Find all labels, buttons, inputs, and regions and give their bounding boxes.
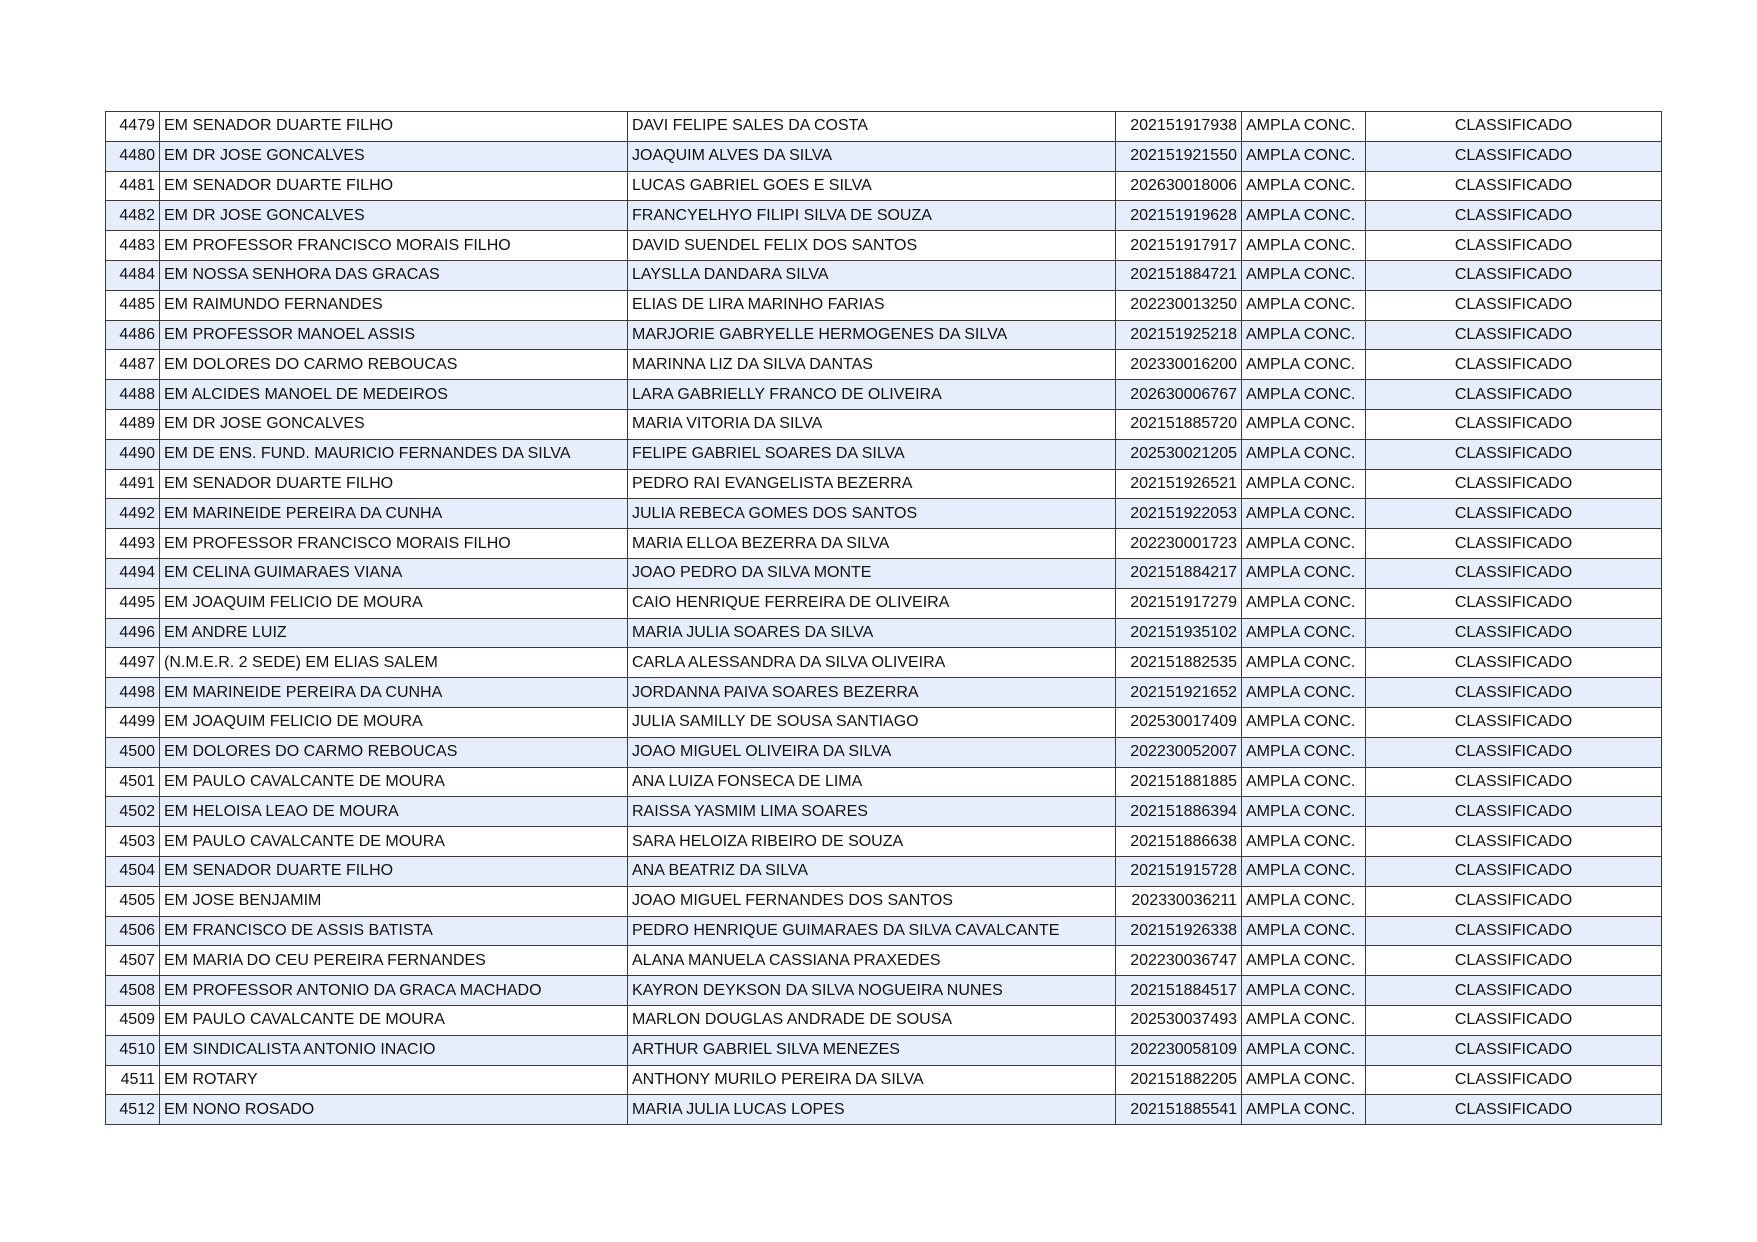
table-row <box>106 1035 1662 1065</box>
status-cell: CLASSIFICADO <box>1366 529 1662 559</box>
row-number-cell: 4512 <box>106 1095 160 1125</box>
row-number-cell: 4485 <box>106 290 160 320</box>
status-cell: CLASSIFICADO <box>1366 558 1662 588</box>
student-name-cell: JOAO MIGUEL FERNANDES DOS SANTOS <box>628 886 1116 916</box>
student-name-cell: ARTHUR GABRIEL SILVA MENEZES <box>628 1035 1116 1065</box>
quota-type-cell: AMPLA CONC. <box>1242 260 1366 290</box>
school-name-cell: EM PROFESSOR MANOEL ASSIS <box>160 320 628 350</box>
student-name-cell: ANA BEATRIZ DA SILVA <box>628 856 1116 886</box>
quota-type-cell: AMPLA CONC. <box>1242 231 1366 261</box>
student-name-cell: LAYSLLA DANDARA SILVA <box>628 260 1116 290</box>
table-row <box>106 231 1662 261</box>
row-number-cell: 4489 <box>106 409 160 439</box>
table-row <box>106 320 1662 350</box>
registration-number-cell: 202630006767 <box>1116 380 1242 410</box>
status-cell: CLASSIFICADO <box>1366 201 1662 231</box>
status-cell: CLASSIFICADO <box>1366 380 1662 410</box>
row-number-cell: 4502 <box>106 797 160 827</box>
quota-type-cell: AMPLA CONC. <box>1242 112 1366 142</box>
row-number-cell: 4499 <box>106 707 160 737</box>
table-row <box>106 797 1662 827</box>
student-name-cell: JULIA SAMILLY DE SOUSA SANTIAGO <box>628 707 1116 737</box>
table-row <box>106 588 1662 618</box>
school-name-cell: EM CELINA GUIMARAES VIANA <box>160 558 628 588</box>
registration-number-cell: 202230052007 <box>1116 737 1242 767</box>
registration-number-cell: 202151919628 <box>1116 201 1242 231</box>
school-name-cell: EM RAIMUNDO FERNANDES <box>160 290 628 320</box>
row-number-cell: 4484 <box>106 260 160 290</box>
student-name-cell: CARLA ALESSANDRA DA SILVA OLIVEIRA <box>628 648 1116 678</box>
registration-number-cell: 202230036747 <box>1116 946 1242 976</box>
table-row <box>106 707 1662 737</box>
status-cell: CLASSIFICADO <box>1366 588 1662 618</box>
table-row <box>106 1065 1662 1095</box>
school-name-cell: EM ALCIDES MANOEL DE MEDEIROS <box>160 380 628 410</box>
row-number-cell: 4510 <box>106 1035 160 1065</box>
school-name-cell: EM DR JOSE GONCALVES <box>160 141 628 171</box>
school-name-cell: EM SENADOR DUARTE FILHO <box>160 856 628 886</box>
status-cell: CLASSIFICADO <box>1366 737 1662 767</box>
school-name-cell: EM PAULO CAVALCANTE DE MOURA <box>160 1005 628 1035</box>
status-cell: CLASSIFICADO <box>1366 231 1662 261</box>
registration-number-cell: 202230013250 <box>1116 290 1242 320</box>
quota-type-cell: AMPLA CONC. <box>1242 380 1366 410</box>
student-name-cell: SARA HELOIZA RIBEIRO DE SOUZA <box>628 827 1116 857</box>
status-cell: CLASSIFICADO <box>1366 1065 1662 1095</box>
row-number-cell: 4509 <box>106 1005 160 1035</box>
row-number-cell: 4496 <box>106 618 160 648</box>
quota-type-cell: AMPLA CONC. <box>1242 201 1366 231</box>
row-number-cell: 4498 <box>106 678 160 708</box>
registration-number-cell: 202530021205 <box>1116 439 1242 469</box>
quota-type-cell: AMPLA CONC. <box>1242 409 1366 439</box>
quota-type-cell: AMPLA CONC. <box>1242 886 1366 916</box>
school-name-cell: EM JOAQUIM FELICIO DE MOURA <box>160 707 628 737</box>
registration-number-cell: 202151884217 <box>1116 558 1242 588</box>
quota-type-cell: AMPLA CONC. <box>1242 558 1366 588</box>
quota-type-cell: AMPLA CONC. <box>1242 469 1366 499</box>
quota-type-cell: AMPLA CONC. <box>1242 737 1366 767</box>
registration-number-cell: 202151917917 <box>1116 231 1242 261</box>
table-row <box>106 201 1662 231</box>
quota-type-cell: AMPLA CONC. <box>1242 1065 1366 1095</box>
row-number-cell: 4506 <box>106 916 160 946</box>
status-cell: CLASSIFICADO <box>1366 856 1662 886</box>
school-name-cell: EM PROFESSOR FRANCISCO MORAIS FILHO <box>160 529 628 559</box>
quota-type-cell: AMPLA CONC. <box>1242 439 1366 469</box>
school-name-cell: EM MARIA DO CEU PEREIRA FERNANDES <box>160 946 628 976</box>
status-cell: CLASSIFICADO <box>1366 976 1662 1006</box>
quota-type-cell: AMPLA CONC. <box>1242 678 1366 708</box>
table-row <box>106 469 1662 499</box>
registration-number-cell: 202151926338 <box>1116 916 1242 946</box>
school-name-cell: EM MARINEIDE PEREIRA DA CUNHA <box>160 678 628 708</box>
status-cell: CLASSIFICADO <box>1366 886 1662 916</box>
school-name-cell: EM DOLORES DO CARMO REBOUCAS <box>160 350 628 380</box>
status-cell: CLASSIFICADO <box>1366 469 1662 499</box>
quota-type-cell: AMPLA CONC. <box>1242 290 1366 320</box>
table-row <box>106 171 1662 201</box>
school-name-cell: EM HELOISA LEAO DE MOURA <box>160 797 628 827</box>
student-name-cell: FRANCYELHYO FILIPI SILVA DE SOUZA <box>628 201 1116 231</box>
registration-number-cell: 202530017409 <box>1116 707 1242 737</box>
table-row <box>106 112 1662 142</box>
student-name-cell: MARIA JULIA SOARES DA SILVA <box>628 618 1116 648</box>
status-cell: CLASSIFICADO <box>1366 260 1662 290</box>
row-number-cell: 4482 <box>106 201 160 231</box>
table-row <box>106 380 1662 410</box>
school-name-cell: EM PAULO CAVALCANTE DE MOURA <box>160 827 628 857</box>
table-row <box>106 1095 1662 1125</box>
student-name-cell: MARIA VITORIA DA SILVA <box>628 409 1116 439</box>
table-row <box>106 767 1662 797</box>
status-cell: CLASSIFICADO <box>1366 409 1662 439</box>
student-name-cell: JOAQUIM ALVES DA SILVA <box>628 141 1116 171</box>
status-cell: CLASSIFICADO <box>1366 141 1662 171</box>
status-cell: CLASSIFICADO <box>1366 618 1662 648</box>
registration-number-cell: 202151886638 <box>1116 827 1242 857</box>
status-cell: CLASSIFICADO <box>1366 827 1662 857</box>
row-number-cell: 4504 <box>106 856 160 886</box>
school-name-cell: EM JOSE BENJAMIM <box>160 886 628 916</box>
row-number-cell: 4505 <box>106 886 160 916</box>
registration-number-cell: 202151921652 <box>1116 678 1242 708</box>
school-name-cell: EM SENADOR DUARTE FILHO <box>160 112 628 142</box>
registration-number-cell: 202151884721 <box>1116 260 1242 290</box>
registration-number-cell: 202151882205 <box>1116 1065 1242 1095</box>
school-name-cell: EM NONO ROSADO <box>160 1095 628 1125</box>
row-number-cell: 4486 <box>106 320 160 350</box>
row-number-cell: 4483 <box>106 231 160 261</box>
table-row <box>106 558 1662 588</box>
student-name-cell: JULIA REBECA GOMES DOS SANTOS <box>628 499 1116 529</box>
table-row <box>106 946 1662 976</box>
status-cell: CLASSIFICADO <box>1366 171 1662 201</box>
table-row <box>106 350 1662 380</box>
quota-type-cell: AMPLA CONC. <box>1242 320 1366 350</box>
status-cell: CLASSIFICADO <box>1366 916 1662 946</box>
status-cell: CLASSIFICADO <box>1366 1095 1662 1125</box>
school-name-cell: EM SENADOR DUARTE FILHO <box>160 171 628 201</box>
quota-type-cell: AMPLA CONC. <box>1242 141 1366 171</box>
status-cell: CLASSIFICADO <box>1366 320 1662 350</box>
quota-type-cell: AMPLA CONC. <box>1242 707 1366 737</box>
student-name-cell: ANTHONY MURILO PEREIRA DA SILVA <box>628 1065 1116 1095</box>
registration-number-cell: 202151881885 <box>1116 767 1242 797</box>
registration-number-cell: 202330016200 <box>1116 350 1242 380</box>
student-name-cell: ELIAS DE LIRA MARINHO FARIAS <box>628 290 1116 320</box>
school-name-cell: EM MARINEIDE PEREIRA DA CUNHA <box>160 499 628 529</box>
school-name-cell: EM SENADOR DUARTE FILHO <box>160 469 628 499</box>
row-number-cell: 4495 <box>106 588 160 618</box>
status-cell: CLASSIFICADO <box>1366 678 1662 708</box>
quota-type-cell: AMPLA CONC. <box>1242 946 1366 976</box>
quota-type-cell: AMPLA CONC. <box>1242 1005 1366 1035</box>
quota-type-cell: AMPLA CONC. <box>1242 171 1366 201</box>
student-name-cell: CAIO HENRIQUE FERREIRA DE OLIVEIRA <box>628 588 1116 618</box>
table-row <box>106 260 1662 290</box>
school-name-cell: EM SINDICALISTA ANTONIO INACIO <box>160 1035 628 1065</box>
table-row <box>106 290 1662 320</box>
quota-type-cell: AMPLA CONC. <box>1242 499 1366 529</box>
table-row <box>106 856 1662 886</box>
status-cell: CLASSIFICADO <box>1366 767 1662 797</box>
table-row <box>106 886 1662 916</box>
quota-type-cell: AMPLA CONC. <box>1242 350 1366 380</box>
school-name-cell: EM DE ENS. FUND. MAURICIO FERNANDES DA SILVA <box>160 439 628 469</box>
status-cell: CLASSIFICADO <box>1366 290 1662 320</box>
row-number-cell: 4501 <box>106 767 160 797</box>
school-name-cell: EM PROFESSOR ANTONIO DA GRACA MACHADO <box>160 976 628 1006</box>
row-number-cell: 4479 <box>106 112 160 142</box>
registration-number-cell: 202330036211 <box>1116 886 1242 916</box>
quota-type-cell: AMPLA CONC. <box>1242 827 1366 857</box>
student-name-cell: MARIA JULIA LUCAS LOPES <box>628 1095 1116 1125</box>
row-number-cell: 4507 <box>106 946 160 976</box>
student-name-cell: MARINNA LIZ DA SILVA DANTAS <box>628 350 1116 380</box>
registration-number-cell: 202230001723 <box>1116 529 1242 559</box>
row-number-cell: 4511 <box>106 1065 160 1095</box>
student-name-cell: KAYRON DEYKSON DA SILVA NOGUEIRA NUNES <box>628 976 1116 1006</box>
row-number-cell: 4494 <box>106 558 160 588</box>
registration-number-cell: 202151921550 <box>1116 141 1242 171</box>
student-name-cell: ALANA MANUELA CASSIANA PRAXEDES <box>628 946 1116 976</box>
student-name-cell: FELIPE GABRIEL SOARES DA SILVA <box>628 439 1116 469</box>
registration-number-cell: 202151886394 <box>1116 797 1242 827</box>
registration-number-cell: 202151925218 <box>1116 320 1242 350</box>
student-name-cell: DAVI FELIPE SALES DA COSTA <box>628 112 1116 142</box>
results-table-body <box>106 112 1662 1125</box>
student-name-cell: MARLON DOUGLAS ANDRADE DE SOUSA <box>628 1005 1116 1035</box>
row-number-cell: 4493 <box>106 529 160 559</box>
registration-number-cell: 202151885720 <box>1116 409 1242 439</box>
row-number-cell: 4481 <box>106 171 160 201</box>
school-name-cell: EM DR JOSE GONCALVES <box>160 201 628 231</box>
row-number-cell: 4487 <box>106 350 160 380</box>
school-name-cell: EM FRANCISCO DE ASSIS BATISTA <box>160 916 628 946</box>
student-name-cell: JOAO MIGUEL OLIVEIRA DA SILVA <box>628 737 1116 767</box>
student-name-cell: PEDRO RAI EVANGELISTA BEZERRA <box>628 469 1116 499</box>
table-row <box>106 499 1662 529</box>
status-cell: CLASSIFICADO <box>1366 707 1662 737</box>
student-name-cell: PEDRO HENRIQUE GUIMARAES DA SILVA CAVALCANTE <box>628 916 1116 946</box>
school-name-cell: (N.M.E.R. 2 SEDE) EM ELIAS SALEM <box>160 648 628 678</box>
row-number-cell: 4491 <box>106 469 160 499</box>
table-row <box>106 1005 1662 1035</box>
table-row <box>106 409 1662 439</box>
quota-type-cell: AMPLA CONC. <box>1242 1035 1366 1065</box>
quota-type-cell: AMPLA CONC. <box>1242 797 1366 827</box>
table-row <box>106 916 1662 946</box>
table-row <box>106 678 1662 708</box>
status-cell: CLASSIFICADO <box>1366 1035 1662 1065</box>
table-row <box>106 618 1662 648</box>
quota-type-cell: AMPLA CONC. <box>1242 648 1366 678</box>
school-name-cell: EM ROTARY <box>160 1065 628 1095</box>
row-number-cell: 4503 <box>106 827 160 857</box>
student-name-cell: MARJORIE GABRYELLE HERMOGENES DA SILVA <box>628 320 1116 350</box>
student-name-cell: JORDANNA PAIVA SOARES BEZERRA <box>628 678 1116 708</box>
quota-type-cell: AMPLA CONC. <box>1242 976 1366 1006</box>
row-number-cell: 4490 <box>106 439 160 469</box>
student-name-cell: LUCAS GABRIEL GOES E SILVA <box>628 171 1116 201</box>
table-row <box>106 827 1662 857</box>
quota-type-cell: AMPLA CONC. <box>1242 1095 1366 1125</box>
status-cell: CLASSIFICADO <box>1366 648 1662 678</box>
student-name-cell: MARIA ELLOA BEZERRA DA SILVA <box>628 529 1116 559</box>
status-cell: CLASSIFICADO <box>1366 112 1662 142</box>
table-row <box>106 737 1662 767</box>
row-number-cell: 4508 <box>106 976 160 1006</box>
school-name-cell: EM PAULO CAVALCANTE DE MOURA <box>160 767 628 797</box>
table-row <box>106 976 1662 1006</box>
status-cell: CLASSIFICADO <box>1366 439 1662 469</box>
table-row <box>106 439 1662 469</box>
school-name-cell: EM DR JOSE GONCALVES <box>160 409 628 439</box>
student-name-cell: LARA GABRIELLY FRANCO DE OLIVEIRA <box>628 380 1116 410</box>
quota-type-cell: AMPLA CONC. <box>1242 618 1366 648</box>
status-cell: CLASSIFICADO <box>1366 797 1662 827</box>
results-table <box>105 111 1662 1125</box>
registration-number-cell: 202530037493 <box>1116 1005 1242 1035</box>
status-cell: CLASSIFICADO <box>1366 350 1662 380</box>
status-cell: CLASSIFICADO <box>1366 499 1662 529</box>
registration-number-cell: 202151915728 <box>1116 856 1242 886</box>
table-row <box>106 529 1662 559</box>
school-name-cell: EM JOAQUIM FELICIO DE MOURA <box>160 588 628 618</box>
school-name-cell: EM NOSSA SENHORA DAS GRACAS <box>160 260 628 290</box>
quota-type-cell: AMPLA CONC. <box>1242 916 1366 946</box>
quota-type-cell: AMPLA CONC. <box>1242 856 1366 886</box>
quota-type-cell: AMPLA CONC. <box>1242 767 1366 797</box>
student-name-cell: RAISSA YASMIM LIMA SOARES <box>628 797 1116 827</box>
table-row <box>106 141 1662 171</box>
registration-number-cell: 202151935102 <box>1116 618 1242 648</box>
registration-number-cell: 202630018006 <box>1116 171 1242 201</box>
student-name-cell: DAVID SUENDEL FELIX DOS SANTOS <box>628 231 1116 261</box>
status-cell: CLASSIFICADO <box>1366 1005 1662 1035</box>
row-number-cell: 4497 <box>106 648 160 678</box>
school-name-cell: EM DOLORES DO CARMO REBOUCAS <box>160 737 628 767</box>
registration-number-cell: 202151926521 <box>1116 469 1242 499</box>
row-number-cell: 4488 <box>106 380 160 410</box>
student-name-cell: JOAO PEDRO DA SILVA MONTE <box>628 558 1116 588</box>
registration-number-cell: 202151885541 <box>1116 1095 1242 1125</box>
registration-number-cell: 202151922053 <box>1116 499 1242 529</box>
row-number-cell: 4480 <box>106 141 160 171</box>
registration-number-cell: 202230058109 <box>1116 1035 1242 1065</box>
quota-type-cell: AMPLA CONC. <box>1242 529 1366 559</box>
registration-number-cell: 202151882535 <box>1116 648 1242 678</box>
quota-type-cell: AMPLA CONC. <box>1242 588 1366 618</box>
registration-number-cell: 202151884517 <box>1116 976 1242 1006</box>
table-row <box>106 648 1662 678</box>
school-name-cell: EM ANDRE LUIZ <box>160 618 628 648</box>
school-name-cell: EM PROFESSOR FRANCISCO MORAIS FILHO <box>160 231 628 261</box>
registration-number-cell: 202151917938 <box>1116 112 1242 142</box>
student-name-cell: ANA LUIZA FONSECA DE LIMA <box>628 767 1116 797</box>
row-number-cell: 4492 <box>106 499 160 529</box>
row-number-cell: 4500 <box>106 737 160 767</box>
registration-number-cell: 202151917279 <box>1116 588 1242 618</box>
status-cell: CLASSIFICADO <box>1366 946 1662 976</box>
